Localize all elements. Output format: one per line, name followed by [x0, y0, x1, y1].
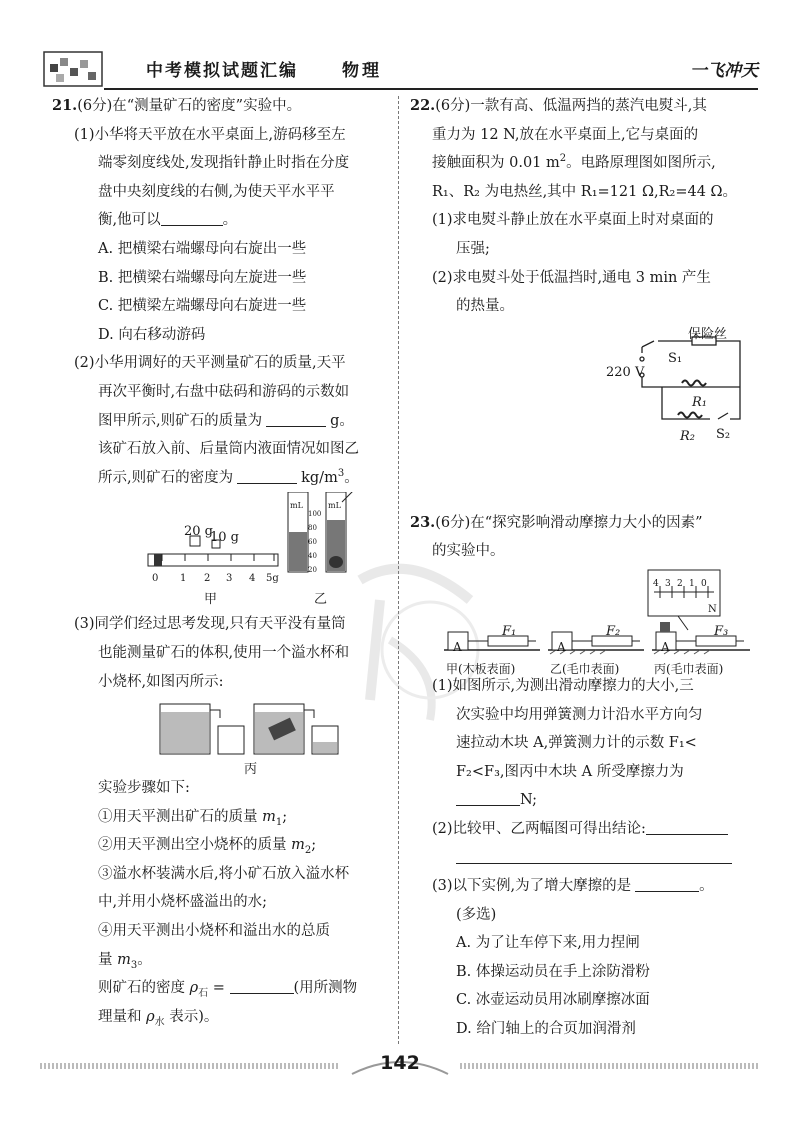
q22-s1-line1: (1)求电熨斗静止放在水平桌面上时对桌面的 — [432, 212, 714, 229]
q22-line1 — [410, 92, 755, 121]
q21-number: 21. — [52, 97, 78, 114]
q21-density-sub-water: 水 — [154, 1016, 165, 1028]
q21-density-line1 — [52, 974, 392, 1003]
scale-label-4: 4 — [249, 573, 256, 585]
q21-answer-blank-formula[interactable] — [230, 979, 294, 994]
water-before-icon — [289, 532, 307, 571]
figure-overflow-cup — [52, 696, 392, 778]
block-a-3-label: A — [661, 639, 670, 654]
page-number: 142 — [380, 1052, 420, 1074]
q21-density-sub: 石 — [198, 988, 209, 1000]
cyl-tick-80: 80 — [308, 524, 317, 533]
q21-step3-line2: 中,并用小烧杯盛溢出的水; — [98, 894, 267, 911]
q21-step4b-text: 量 — [98, 951, 118, 968]
header-title: 中考模拟试题汇编 — [146, 61, 298, 81]
q23-p1-end: N; — [520, 792, 538, 809]
figure-friction — [410, 566, 755, 676]
q21-p3-line2: 也能测量矿石的体积,使用一个溢水杯和 — [98, 644, 350, 661]
q21-answer-blank-density[interactable] — [237, 469, 297, 484]
scale-label-1: 1 — [180, 573, 187, 585]
q21-step1 — [52, 803, 392, 832]
figure-label-jia: 甲 — [204, 592, 218, 608]
q21-p3-line3: 小烧杯,如图丙所示: — [98, 673, 224, 690]
q21-steps-title: 实验步骤如下: — [98, 780, 190, 797]
q21-answer-blank-mass[interactable] — [266, 412, 326, 427]
q21-density-hint: (用所测物 — [293, 980, 358, 997]
q21-step1-text: ①用天平测出矿石的质量 — [98, 808, 263, 825]
q21-p1-end: 。 — [222, 212, 238, 229]
q21-p1-line2: 端零刻度线处,发现指针静止时指在分度 — [98, 155, 350, 172]
q22-line4: R₁、R₂ 为电热丝,其中 R₁=121 Ω,R₂=44 Ω。 — [432, 183, 738, 200]
q23-p2-text: (2)比较甲、乙两幅图可得出结论: — [432, 820, 646, 837]
q21-step1-end: ; — [282, 808, 288, 825]
q21-step4-end: 。 — [137, 951, 152, 968]
q21-step2-text: ②用天平测出空小烧杯的质量 — [98, 837, 292, 854]
q21-step2-var: m — [291, 837, 305, 854]
q21-step4-sub: 3 — [130, 959, 138, 971]
q21-density-eq: = — [208, 980, 230, 997]
q21-p1-last: 衡,他可以 — [98, 212, 161, 229]
q21-density-unit: kg/m — [301, 469, 338, 486]
q22-line2: 重力为 12 N,放在水平桌面上,它与桌面的 — [432, 126, 699, 143]
q21-answer-blank-1[interactable] — [161, 211, 223, 226]
q21-density-hint2: 理量和 — [98, 1008, 147, 1025]
q21-step1-var: m — [262, 808, 276, 825]
q23-answer-blank-conclusion-1[interactable] — [646, 820, 728, 835]
q23-answer-blank-examples[interactable] — [635, 877, 699, 892]
q21-density-rho: ρ — [189, 980, 199, 997]
header-brand: 一飞冲天 — [690, 61, 758, 81]
caption-bing: 丙(毛巾表面) — [654, 661, 724, 676]
q21-p1-line4 — [52, 206, 392, 235]
q21-option-a: A. 把横梁右端螺母向右旋出一些 — [98, 240, 307, 257]
q23-p3-line1 — [410, 872, 755, 901]
q23-option-a: A. 为了让车停下来,用力捏闸 — [456, 935, 640, 952]
caption-jia: 甲(木板表面) — [446, 661, 516, 676]
q23-p3-end: 。 — [699, 878, 714, 895]
scale-label-2: 2 — [204, 573, 211, 585]
q23-line1 — [410, 509, 755, 538]
q21-p2-line5: 所示,则矿石的密度为 $kg/m^3$。 — [98, 467, 359, 486]
cylinder-ml-label-a: mL — [290, 501, 303, 511]
circuit-voltage-label: 220 V — [606, 364, 645, 380]
q21-option-b: B. 把横梁右端螺母向左旋进一些 — [98, 269, 307, 286]
q21-step3-line1: ③溢水杯装满水后,将小矿石放入溢水杯 — [98, 865, 350, 882]
q21-step4-var: m — [117, 951, 131, 968]
q22-line3-sup: 2 — [559, 153, 567, 165]
left-column — [52, 92, 392, 1031]
q21-p2-line3-text: 图甲所示,则矿石的质量为 — [98, 412, 263, 429]
q21-density-line2 — [52, 1003, 392, 1032]
weight-10g-label: 10 g — [210, 530, 239, 546]
zoom-unit-n: N — [708, 603, 717, 615]
circuit-r1-label: R₁ — [692, 394, 707, 410]
cyl-tick-20: 20 — [308, 566, 317, 575]
q21-p2-line4: 该矿石放入前、后量筒内液面情况如图乙 — [98, 441, 359, 458]
q23-p1-line2: 次实验中均用弹簧测力计沿水平方向匀 — [456, 706, 703, 723]
header-subject: 物理 — [342, 61, 382, 81]
right-column — [410, 92, 755, 1044]
q21-p1-line3: 盘中央刻度线的右侧,为使天平水平平 — [98, 183, 335, 200]
q21-p2-line3-unit: g。 — [330, 412, 354, 429]
zoom-scale-2: 2 — [677, 578, 683, 589]
block-a-2-label: A — [557, 639, 566, 654]
q23-option-d: D. 给门轴上的合页加润滑剂 — [456, 1021, 636, 1038]
q22-s2-line1: (2)求电熨斗处于低温挡时,通电 3 min 产生 — [432, 269, 711, 286]
q23-p2-line2 — [410, 844, 755, 873]
q23-line2: 的实验中。 — [432, 543, 505, 560]
q23-option-c: C. 冰壶运动员用冰刷摩擦冰面 — [456, 992, 650, 1009]
cyl-tick-60: 60 — [308, 538, 317, 547]
cyl-tick-40: 40 — [308, 552, 317, 561]
q21-p2-line5-end: 。 — [344, 469, 359, 486]
answer-space — [410, 445, 755, 509]
page-header — [42, 42, 758, 92]
force-f1-label: F₁ — [502, 623, 517, 639]
figure-label-bing: 丙 — [244, 762, 258, 778]
q21-option-c: C. 把横梁左端螺母向右旋进一些 — [98, 298, 307, 315]
q23-multi: (多选) — [456, 906, 497, 923]
header-decoration-icon — [42, 50, 104, 88]
scale-label-5g: 5g — [266, 573, 279, 585]
q22-s2-line2: 的热量。 — [456, 298, 514, 315]
q22-line3 — [410, 149, 755, 178]
figure-circuit — [410, 321, 755, 445]
zoom-scale-3: 3 — [665, 578, 671, 589]
q22-line1-text: (6分)一款有高、低温两挡的蒸汽电熨斗,其 — [435, 98, 707, 114]
figure-balance-cylinders — [52, 492, 392, 610]
balance-beam-icon — [148, 554, 278, 566]
q22-number: 22. — [410, 97, 436, 114]
figure-label-yi: 乙 — [314, 592, 328, 608]
q22-line3-text2: 。电路原理图如图所示, — [566, 155, 716, 172]
zoom-scale-0: 0 — [701, 578, 707, 589]
q23-p2-line1 — [410, 815, 755, 844]
q23-p1-line5 — [410, 786, 755, 815]
circuit-s2-label: S₂ — [716, 426, 731, 442]
zoom-scale-4: 4 — [653, 578, 659, 589]
q23-option-b: B. 体操运动员在手上涂防滑粉 — [456, 963, 650, 980]
q21-density-hint3: 表示)。 — [164, 1008, 219, 1025]
q21-density-text: 则矿石的密度 — [98, 980, 190, 997]
q22-s1-line2: 压强; — [456, 240, 490, 257]
small-beaker-1-icon — [218, 726, 244, 754]
cyl-tick-100: 100 — [308, 510, 322, 519]
weight-20g-label: 20 g — [184, 524, 213, 540]
q23-p1-line3: 速拉动木块 A,弹簧测力计的示数 F₁< — [456, 735, 697, 752]
weight-on-block-icon — [660, 622, 670, 632]
circuit-fuse-label: 保险丝 — [688, 326, 728, 342]
figure-overflow-cup-svg — [52, 696, 392, 774]
q23-answer-blank-friction[interactable] — [456, 791, 520, 806]
zoom-scale-1: 1 — [689, 578, 695, 589]
q23-p3-text: (3)以下实例,为了增大摩擦的是 — [432, 878, 632, 895]
caption-yi: 乙(毛巾表面) — [550, 661, 620, 676]
q21-step1-sub: 1 — [275, 816, 283, 828]
q21-step2 — [52, 831, 392, 860]
header-rule — [104, 88, 758, 90]
q23-answer-blank-conclusion-2[interactable] — [456, 849, 732, 864]
scale-label-3: 3 — [226, 573, 233, 585]
q23-line1-text: (6分)在“探究影响滑动摩擦力大小的因素” — [435, 514, 703, 531]
q21-heading — [52, 92, 392, 121]
q21-option-d: D. 向右移动游码 — [98, 326, 206, 343]
q21-p1-line1: (1)小华将天平放在水平桌面上,游码移至左 — [74, 126, 346, 143]
q23-number: 23. — [410, 513, 436, 531]
circuit-r2-label: R₂ — [680, 428, 695, 444]
ore-in-cylinder-icon — [329, 556, 343, 568]
q21-step4-line1: ④用天平测出小烧杯和溢出水的总质 — [98, 923, 330, 940]
q22-line3-text: 接触面积为 0.01 m — [432, 155, 560, 172]
q21-step2-sub: 2 — [304, 845, 312, 857]
q21-density-rho-water: ρ — [146, 1008, 155, 1025]
q23-p1-line1: (1)如图所示,为测出滑动摩擦力的大小,三 — [432, 677, 694, 694]
q21-step4-line2 — [52, 946, 392, 975]
q21-step2-end: ; — [311, 837, 317, 854]
block-a-1-label: A — [453, 639, 462, 654]
force-f3-label: F₃ — [714, 623, 729, 639]
q21-p2-line2: 再次平衡时,右盘中砝码和游码的示数如 — [98, 383, 350, 400]
circuit-s1-label: S₁ — [668, 350, 683, 366]
q21-p3-line1: (3)同学们经过思考发现,只有天平没有量筒 — [74, 616, 346, 633]
q21-heading-text: (6分)在“测量矿石的密度”实验中。 — [77, 98, 302, 114]
q21-p2-line1: (2)小华用调好的天平测量矿石的质量,天平 — [74, 355, 346, 372]
resistor-r1-icon — [682, 380, 706, 385]
cylinder-ml-label-b: mL — [328, 501, 341, 511]
force-f2-label: F₂ — [606, 623, 621, 639]
scale-label-0: 0 — [152, 573, 159, 585]
q21-p2-line5-text: 所示,则矿石的密度为 — [98, 469, 234, 486]
q21-p2-line3 — [52, 407, 392, 436]
q23-p1-line4: F₂<F₃,图丙中木块 A 所受摩擦力为 — [456, 763, 684, 780]
